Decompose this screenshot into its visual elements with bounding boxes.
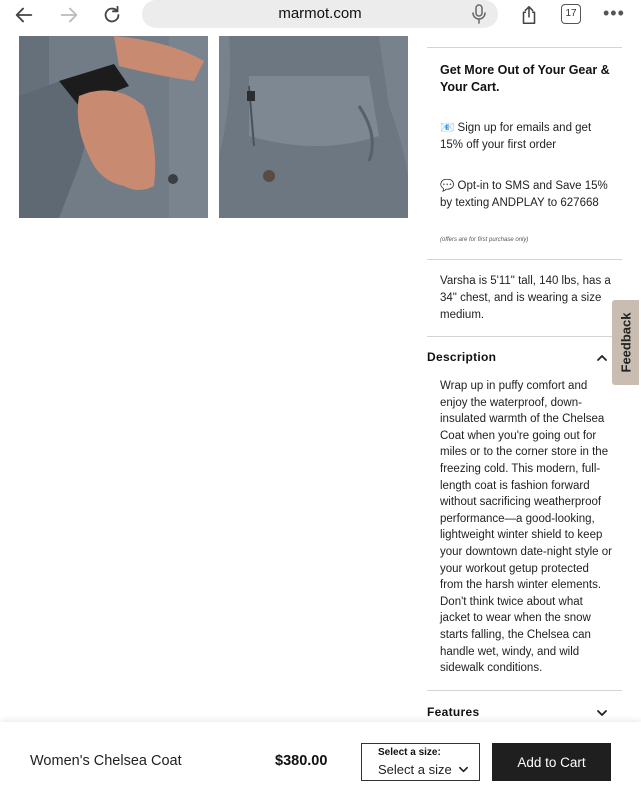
arrow-right-icon	[58, 4, 80, 26]
chevron-down-icon[interactable]	[596, 707, 608, 719]
share-button[interactable]	[515, 2, 543, 28]
features-toggle[interactable]: Features	[427, 705, 480, 719]
divider	[427, 690, 622, 691]
share-icon	[518, 4, 540, 26]
product-image-hood-detail[interactable]	[219, 36, 408, 218]
offer-note: (offers are for first purchase only)	[440, 237, 529, 243]
reload-button[interactable]	[98, 2, 126, 28]
tabs-button[interactable]: 17	[561, 4, 581, 24]
divider	[427, 47, 622, 48]
product-price: $380.00	[275, 753, 328, 769]
product-image-sleeve-detail[interactable]	[19, 36, 208, 218]
email-icon: 📧	[440, 122, 455, 134]
promo-title: Get More Out of Your Gear & Your Cart.	[440, 63, 610, 94]
size-select-label: Select a size:	[378, 747, 441, 758]
address-bar[interactable]	[142, 0, 498, 28]
size-select[interactable]	[361, 743, 480, 781]
microphone-icon[interactable]	[470, 4, 488, 24]
description-text: Wrap up in puffy comfort and enjoy the waterproof, down-insulated warmth of the Chelsea Coat when you're going out for miles or to the corner store in the freezing cold. This modern, full-length coat is fashion forward without sacrificing weatherproof performance—a good-looking, lightweight winter shield to keep your downtown date-night style or your workout getup protected from the harsh winter elements. Don't think twice about what jacket to wear when the snow starts falling, the Chelsea can handle wet, windy, and wild sidewalk conditions.	[440, 380, 612, 675]
forward-button[interactable]	[55, 2, 83, 28]
add-to-cart-button[interactable]: Add to Cart	[492, 743, 611, 781]
sms-optin-text[interactable]: 💬 Opt-in to SMS and Save 15% by texting ANDPLAY to 627668	[440, 180, 608, 209]
feedback-label: Feedback	[618, 312, 634, 373]
divider	[427, 259, 622, 260]
hood-photo	[219, 36, 408, 218]
back-button[interactable]	[10, 2, 38, 28]
email-signup-text[interactable]: 📧 Sign up for emails and get 15% off your first order	[440, 122, 592, 151]
product-name: Women's Chelsea Coat	[30, 753, 182, 769]
feedback-tab[interactable]	[612, 300, 639, 385]
reload-icon	[101, 4, 123, 26]
sticky-cart-bar	[0, 722, 641, 800]
url-text: marmot.com	[278, 5, 362, 22]
chevron-down-icon	[458, 764, 469, 775]
divider	[427, 336, 622, 337]
arrow-left-icon	[13, 4, 35, 26]
model-size-info: Varsha is 5'11" tall, 140 lbs, has a 34" chest, and is wearing a size medium.	[440, 275, 611, 321]
speech-bubble-icon: 💬	[440, 180, 455, 192]
size-select-value: Select a size	[378, 762, 452, 777]
browser-toolbar	[0, 0, 641, 30]
more-menu-button[interactable]: •••	[603, 3, 625, 23]
sleeve-photo	[19, 36, 208, 218]
chevron-up-icon[interactable]	[596, 352, 608, 364]
description-toggle[interactable]: Description	[427, 350, 497, 364]
